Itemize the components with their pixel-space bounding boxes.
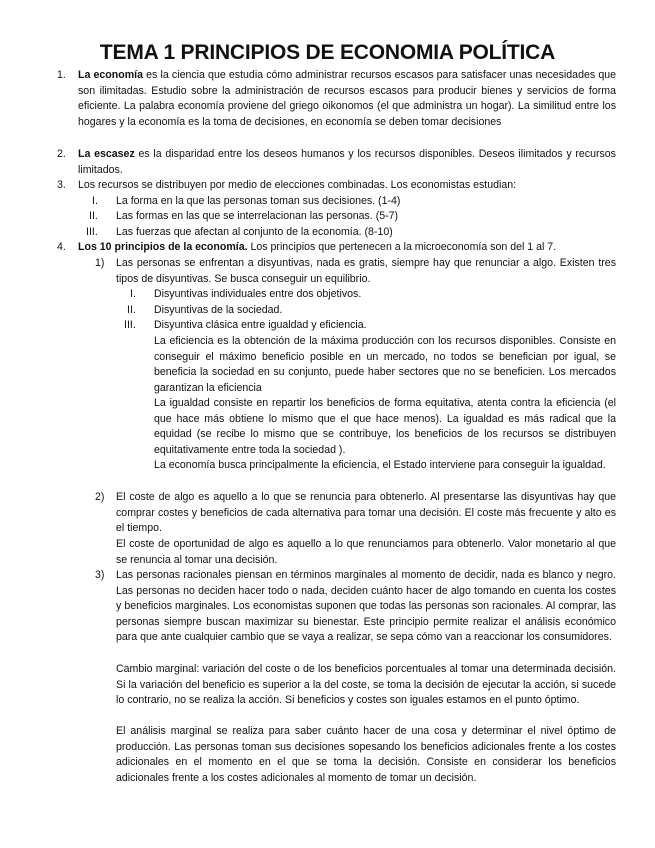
- item-3-sub-2-number: II.: [89, 210, 98, 222]
- item-4-body: Los principios que pertenecen a la microeconomía son del 1 al 7.: [250, 241, 557, 253]
- principle-1-sub-3-number: III.: [124, 319, 136, 331]
- item-3-text: Los recursos se distribuyen por medio de elecciones combinadas. Los economistas estudian:: [78, 179, 517, 191]
- opportunity-cost-paragraph: El coste de oportunidad de algo es aquello a lo que renunciamos para obtenerlo. Valor monetario al que se renuncia al tomar una decisión.: [116, 538, 616, 566]
- marginal-analysis-paragraph: El análisis marginal se realiza para saber cuánto hacer de una cosa y determinar el nivel óptimo de producción. Las personas toman sus decisiones sopesando los beneficios adicionales frente a los costes adicionales en el momento en el que se toma la decisión. Consiste en considerar los beneficios adicionales frente a los costes adicionales al momento de tomar un decisión.: [116, 725, 616, 784]
- efficiency-paragraph: La eficiencia es la obtención de la máxima producción con los recursos disponibles. Consiste en conseguir el máximo beneficio posible en un mercado, no todos se benefician por igual, se beneficia la sociedad en su conjunto, puede haber sectores que no se beneficien. Los mercados garantizan la eficiencia: [154, 335, 616, 394]
- principle-2-number: 2): [95, 491, 105, 503]
- item-1-term: La economía: [78, 69, 143, 81]
- item-3-sub-3-number: III.: [86, 226, 98, 238]
- item-1-body: es la ciencia que estudia cómo administrar recursos escasos para satisfacer unas necesidades que son ilimitadas. Estudio sobre la administración de recursos escasos para producir bienes y servicios de forma eficiente. La palabra economía proviene del griego oikonomos (el que administra un hogar). La similitud entre los hogares y la economía es la toma de decisiones, en economía se deben tomar decisiones: [78, 69, 616, 128]
- principle-1-sub-1-number: I.: [130, 288, 136, 300]
- item-2-term: La escasez: [78, 148, 135, 160]
- item-4-text: [78, 240, 616, 256]
- item-3-number: 3.: [57, 179, 66, 191]
- state-paragraph: La economía busca principalmente la eficiencia, el Estado interviene para conseguir la igualdad.: [154, 459, 606, 471]
- principle-1-text: Las personas se enfrentan a disyuntivas, nada es gratis, siempre hay que renunciar a algo. Existen tres tipos de disyuntivas. Se busca conseguir un equilibrio.: [116, 257, 616, 285]
- rational-paragraph: Las personas racionales piensan en términos marginales al momento de decidir, nada es blanco y negro. Las personas no deciden hacer todo o nada, deciden cuánto hacer de algo tomando en cuenta los costes y beneficios marginales. Los economistas suponen que todas las personas son racionales. Al comprar, las personas siempre buscan maximizar su bienestar. Este principio permite realizar el análisis económico para que ante cualquier cambio que se vaya a realizar, se sepa cómo van a reaccionar los consumidores.: [116, 569, 616, 644]
- principle-3-number: 3): [95, 569, 105, 581]
- principle-1-sub-2-text: Disyuntivas de la sociedad.: [154, 304, 283, 316]
- item-2-number: 2.: [57, 148, 66, 160]
- item-3-sub-1-number: I.: [92, 195, 98, 207]
- item-3-sub-3-text: Las fuerzas que afectan al conjunto de la economía. (8-10): [116, 226, 393, 238]
- principle-1-sub-3-text: Disyuntiva clásica entre igualdad y eficiencia.: [154, 319, 367, 331]
- principle-1-sub-1-text: Disyuntivas individuales entre dos objetivos.: [154, 288, 362, 300]
- item-4-term: Los 10 principios de la economía.: [78, 241, 248, 253]
- equality-paragraph: La igualdad consiste en repartir los beneficios de forma equitativa, atenta contra la eficiencia (el que hace más obtiene lo mismo que el que hace menos). La igualdad es más radical que la equidad (se recibe lo mismo que se contribuye, los beneficios de los recursos se distribuyen equitativamente entre toda la sociedad ).: [154, 397, 616, 456]
- item-3-sub-2-text: Las formas en las que se interrelacionan las personas. (5-7): [116, 210, 399, 222]
- page-title: TEMA 1 PRINCIPIOS DE ECONOMIA POLÍTICA: [99, 41, 556, 64]
- principle-1-number: 1): [95, 257, 105, 269]
- principle-1-sub-2-number: II.: [127, 304, 136, 316]
- item-2-body: es la disparidad entre los deseos humanos y los recursos disponibles. Deseos ilimitados y recursos limitados.: [78, 148, 616, 176]
- item-2-text: [78, 147, 616, 178]
- item-1-number: 1.: [57, 69, 66, 81]
- cost-paragraph: El coste de algo es aquello a lo que se renuncia para obtenerlo. Al presentarse las disyuntivas hay que comprar costes y beneficios de cada alternativa para tomar una decisión. El coste más frecuente y alto es el tiempo.: [116, 491, 616, 535]
- item-3-sub-1-text: La forma en la que las personas toman sus decisiones. (1-4): [116, 195, 401, 207]
- marginal-change-paragraph: Cambio marginal: variación del coste o de los beneficios porcentuales al tomar una determinada decisión. Si la variación del beneficio es superior a la del coste, se toma la decisión de ejecutar la acción, si sucede lo contrario, no se realiza la acción. Si beneficios y costes son iguales estamos en el punto óptimo.: [116, 663, 616, 707]
- item-4-number: 4.: [57, 241, 66, 253]
- item-1-text: [78, 68, 616, 130]
